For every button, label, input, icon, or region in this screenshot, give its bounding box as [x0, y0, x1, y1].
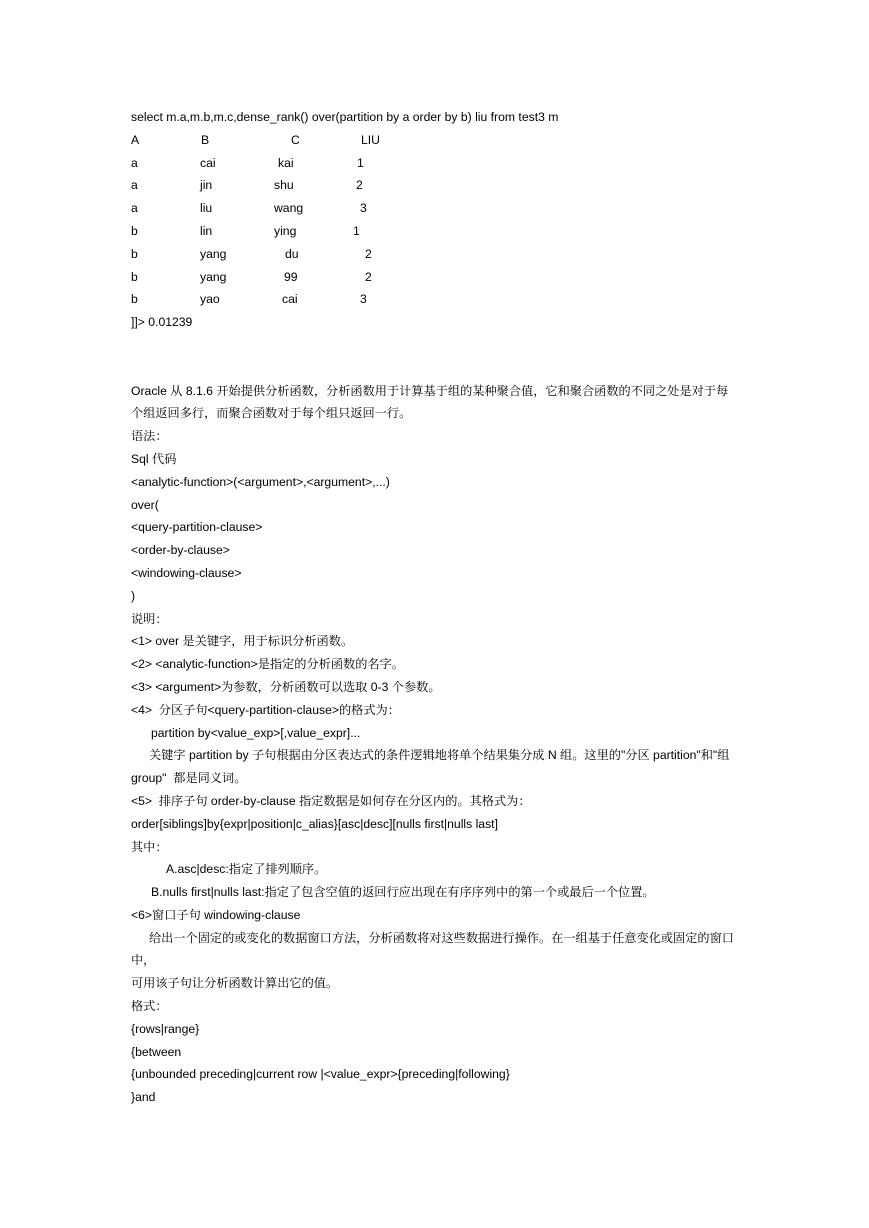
code-label: Sql 代码	[131, 451, 177, 466]
intro-paragraph-line: 个组返回多行，而聚合函数对于每个组只返回一行。	[131, 406, 412, 421]
table-cell: shu	[274, 178, 294, 193]
table-row	[131, 197, 751, 220]
table-row	[131, 288, 751, 311]
result-table	[131, 129, 751, 311]
code-line: {between	[131, 1044, 182, 1059]
table-cell: liu	[200, 201, 213, 216]
explanation-item: <2> <analytic-function>是指定的分析函数的名字。	[131, 657, 404, 672]
code-line: <windowing-clause>	[131, 565, 242, 580]
table-cell: yang	[200, 269, 227, 284]
result-table-header	[131, 129, 751, 152]
table-cell: wang	[274, 201, 304, 216]
intro-paragraph-line: Oracle 从 8.1.6 开始提供分析函数，分析函数用于计算基于组的某种聚合值，它和聚合函数的不同之处是对于每	[131, 383, 729, 398]
code-line: <analytic-function>(<argument>,<argument>,...)	[131, 474, 390, 489]
table-row	[131, 220, 751, 243]
code-line: <query-partition-clause>	[131, 520, 263, 535]
table-cell: 2	[356, 178, 363, 193]
table-cell: jin	[200, 178, 213, 193]
table-cell: 1	[357, 155, 364, 170]
table-cell: 1	[353, 223, 360, 238]
code-line: {unbounded preceding|current row |<value_expr>{preceding|following}	[131, 1067, 510, 1082]
format-heading: 格式：	[131, 999, 168, 1014]
table-cell: b	[131, 246, 138, 261]
table-cell: yao	[200, 292, 220, 307]
sub-item: B.nulls first|nulls last:指定了包含空值的返回行应出现在有序序列中的第一个或最后一个位置。	[151, 885, 655, 900]
result-footer: ]]> 0.01239	[131, 315, 193, 330]
explanation-item: <3> <argument>为参数，分析函数可以选取 0-3 个参数。	[131, 679, 441, 694]
table-row	[131, 266, 751, 289]
table-cell: 2	[365, 269, 372, 284]
table-cell: 3	[360, 292, 367, 307]
paragraph-line: 其中：	[131, 839, 168, 854]
table-cell: cai	[282, 292, 298, 307]
column-header-c: C	[291, 132, 300, 147]
paragraph-line: group" 都是同义词。	[131, 771, 247, 786]
paragraph-line: 关键字 partition by 子句根据由分区表达式的条件逻辑地将单个结果集分成 N 组。这里的"分区 partition"和"组	[149, 748, 730, 763]
table-cell: ying	[274, 223, 297, 238]
table-row	[131, 174, 751, 197]
table-cell: b	[131, 223, 138, 238]
paragraph-line: 中，	[131, 953, 156, 968]
table-cell: du	[285, 246, 299, 261]
document-body	[131, 106, 751, 1109]
explanation-item: <4> 分区子句<query-partition-clause>的格式为：	[131, 702, 400, 717]
table-cell: yang	[200, 246, 227, 261]
table-cell: lin	[200, 223, 213, 238]
table-cell: a	[131, 178, 138, 193]
syntax-heading: 语法：	[131, 429, 168, 444]
table-cell: kai	[278, 155, 294, 170]
table-row	[131, 243, 751, 266]
explanation-item: <6>窗口子句 windowing-clause	[131, 907, 301, 922]
table-cell: b	[131, 269, 138, 284]
explanation-item: <1> over 是关键字，用于标识分析函数。	[131, 634, 354, 649]
explanation-heading: 说明：	[131, 611, 168, 626]
table-cell: a	[131, 201, 138, 216]
table-cell: 2	[365, 246, 372, 261]
sub-item: A.asc|desc:指定了排列顺序。	[166, 862, 327, 877]
code-line: <order-by-clause>	[131, 543, 230, 558]
column-header-a: A	[131, 132, 140, 147]
table-cell: 99	[284, 269, 298, 284]
code-line: over(	[131, 497, 159, 512]
table-cell: b	[131, 292, 138, 307]
code-line: {rows|range}	[131, 1021, 200, 1036]
partition-syntax-line: partition by<value_exp>[,value_expr]...	[151, 725, 361, 740]
section-spacer	[131, 334, 751, 380]
paragraph-line: 给出一个固定的或变化的数据窗口方法，分析函数将对这些数据进行操作。在一组基于任意变化或固定的窗口	[149, 930, 734, 945]
column-header-b: B	[201, 132, 210, 147]
table-cell: 3	[360, 201, 367, 216]
paragraph-line: 可用该子句让分析函数计算出它的值。	[131, 976, 339, 991]
sql-query-line: select m.a,m.b,m.c,dense_rank() over(partition by a order by b) liu from test3 m	[131, 110, 559, 124]
code-line: )	[131, 588, 136, 603]
table-cell: cai	[200, 155, 216, 170]
column-header-liu: LIU	[361, 132, 380, 147]
order-syntax-line: order[siblings]by{expr|position|c_alias}[asc|desc][nulls first|nulls last]	[131, 816, 498, 831]
explanation-item: <5> 排序子句 order-by-clause 指定数据是如何存在分区内的。其格式为：	[131, 793, 531, 808]
table-cell: a	[131, 155, 138, 170]
table-row	[131, 152, 751, 175]
code-line: }and	[131, 1090, 156, 1105]
